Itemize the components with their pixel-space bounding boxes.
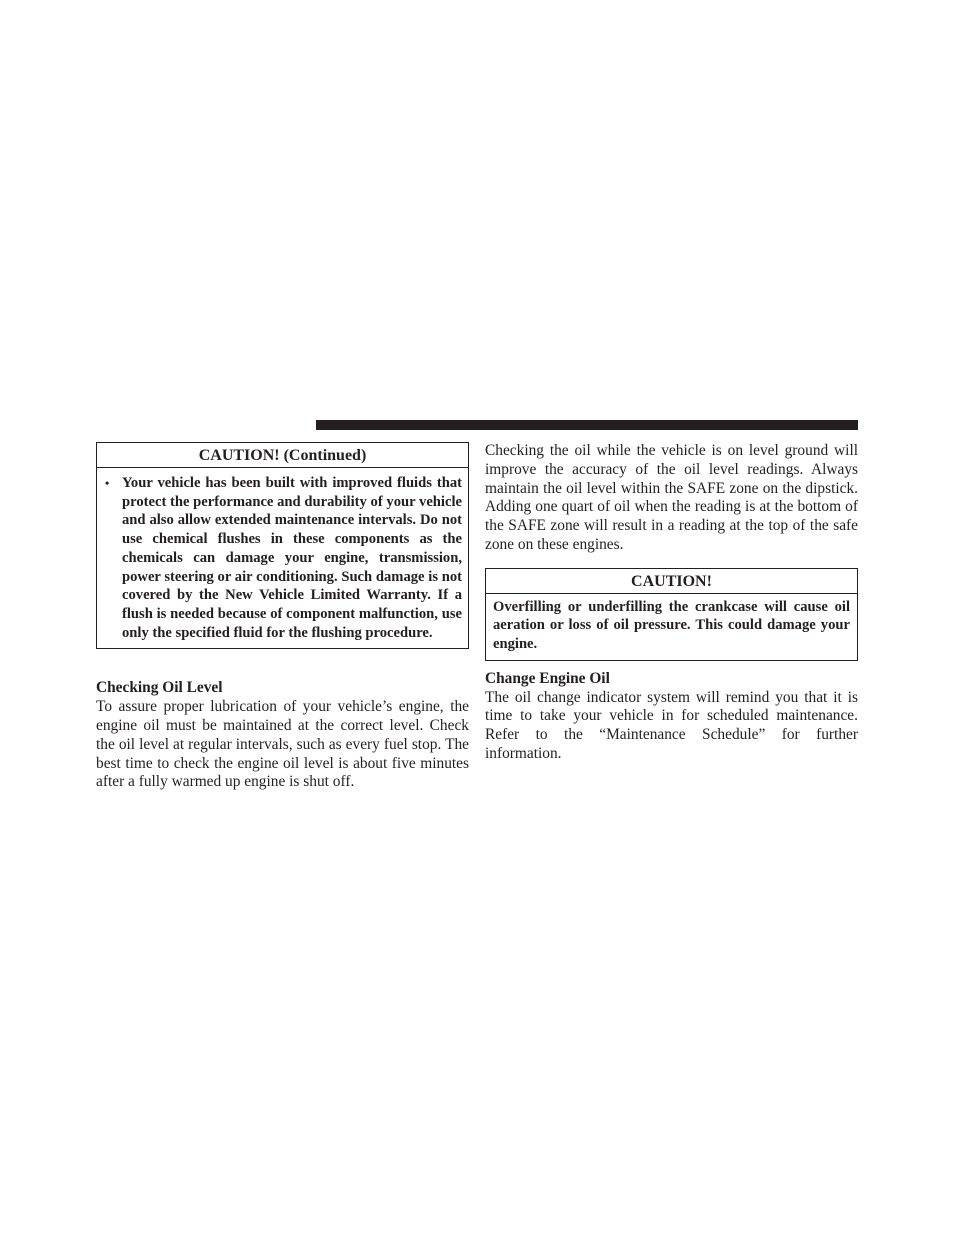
checking-oil-level-heading: Checking Oil Level <box>96 679 223 697</box>
caution-continued-box <box>96 442 469 649</box>
section-header-bar <box>316 420 858 430</box>
change-engine-oil-heading: Change Engine Oil <box>485 669 610 687</box>
right-column <box>485 442 858 764</box>
caution-text: Overfilling or underfilling the crankcase will cause oil aeration or loss of oil pressure. This could damage your engine. <box>493 598 850 653</box>
change-engine-oil-paragraph: The oil change indicator system will remind you that it is time to take your vehicle in for scheduled maintenance. Refer to the “Maintenance Schedule” for further information. <box>485 688 858 763</box>
bullet-icon: • <box>105 476 110 490</box>
caution-box <box>485 568 858 661</box>
caution-title: CAUTION! <box>486 569 857 594</box>
checking-oil-level-paragraph: To assure proper lubrication of your vehicle’s engine, the engine oil must be maintained at the correct level. Check the oil level at regular intervals, such as every fuel stop. The best time to check the engine oil level is about five minutes after a fully warmed up engine is shut off. <box>96 698 469 791</box>
level-ground-paragraph: Checking the oil while the vehicle is on level ground will improve the accuracy of the oil level readings. Always maintain the oil level within the SAFE zone on the dipstick. Adding one quart of oil when the reading is at the bottom of the SAFE zone will result in a reading at the top of the safe zone on these engines. <box>485 442 858 553</box>
caution-continued-title: CAUTION! (Continued) <box>97 443 468 468</box>
caution-continued-body <box>97 468 468 648</box>
caution-continued-text: Your vehicle has been built with improved fluids that protect the performance and durability of your vehicle and also allow extended maintenance intervals. Do not use chemical flushes in these components as the chemicals can damage your engine, transmission, power steering or air conditioning. Such damage is not covered by the New Vehicle Limited Warranty. If a flush is needed because of component malfunction, use only the specified fluid for the flushing procedure. <box>122 475 462 641</box>
left-column <box>96 442 469 792</box>
